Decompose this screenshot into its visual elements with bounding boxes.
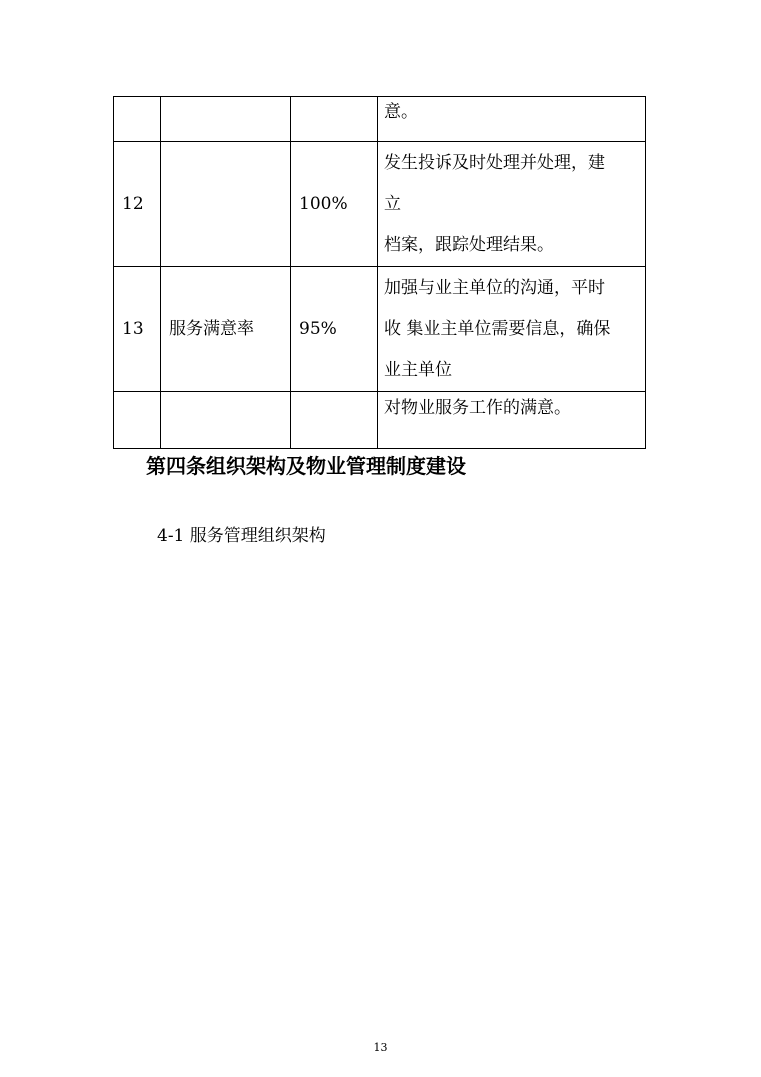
measures-line: 对物业服务工作的满意。 <box>384 398 571 418</box>
measures-line: 意。 <box>384 102 418 122</box>
measures-line: 收 集业主单位需要信息，确保 <box>384 318 611 339</box>
measures-cell <box>378 392 646 449</box>
measures-line: 业主单位 <box>384 359 452 380</box>
table-row <box>114 97 646 142</box>
section-heading: 第四条组织架构及物业管理制度建设 <box>146 454 466 478</box>
subsection-heading: 4-1 服务管理组织架构 <box>157 526 326 546</box>
row-number-cell <box>114 392 161 449</box>
row-number-cell: 13 <box>114 267 161 392</box>
page-number: 13 <box>373 1041 388 1054</box>
measures-cell <box>378 97 646 142</box>
row-number-cell: 12 <box>114 142 161 267</box>
measures-line: 立 <box>384 193 401 214</box>
target-cell <box>291 392 378 449</box>
item-cell: 服务满意率 <box>161 267 291 392</box>
table-row <box>114 142 646 267</box>
measures-line: 发生投诉及时处理并处理，建 <box>384 152 605 173</box>
item-cell <box>161 392 291 449</box>
measures-cell <box>378 267 646 392</box>
target-cell <box>291 97 378 142</box>
standards-table <box>113 96 646 449</box>
target-cell: 95% <box>291 267 378 392</box>
table-row <box>114 267 646 392</box>
measures-cell <box>378 142 646 267</box>
target-cell: 100% <box>291 142 378 267</box>
item-cell <box>161 97 291 142</box>
item-cell <box>161 142 291 267</box>
table-row <box>114 392 646 449</box>
measures-line: 档案，跟踪处理结果。 <box>384 234 554 255</box>
row-number-cell <box>114 97 161 142</box>
measures-line: 加强与业主单位的沟通，平时 <box>384 277 605 298</box>
